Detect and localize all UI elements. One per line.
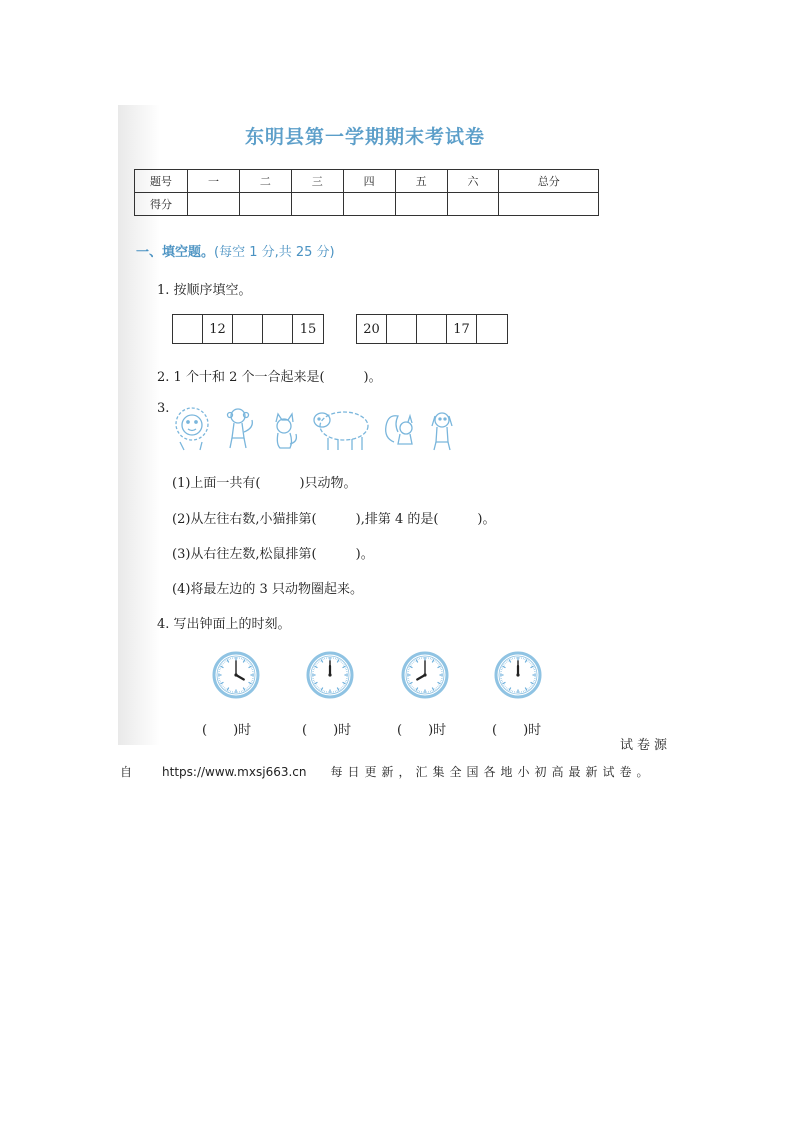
sequence-boxes-a (172, 314, 324, 344)
score-cell[interactable] (188, 193, 240, 216)
section-heading (136, 241, 335, 260)
question-3-part-3: (3)从右往左数,松鼠排第( )。 (172, 547, 374, 562)
cat-icon (276, 414, 296, 448)
score-table (134, 169, 599, 216)
section-heading-note: (每空 1 分,共 25 分) (214, 245, 335, 260)
question-2: 2. 1 个十和 2 个一合起来是( )。 (157, 370, 382, 385)
footer-slogan: 每日更新，汇集全国各地小初高最新试卷。 (330, 765, 654, 779)
sequence-cell[interactable] (417, 315, 447, 343)
sequence-cell[interactable]: 17 (447, 315, 477, 343)
sequence-cell[interactable]: 12 (203, 315, 233, 343)
question-3-part-4: (4)将最左边的 3 只动物圈起来。 (172, 582, 363, 597)
sequence-cell[interactable] (263, 315, 293, 343)
score-table-header-row (135, 170, 599, 193)
monkey-icon (228, 409, 253, 448)
score-cell[interactable] (291, 193, 343, 216)
sequence-cell[interactable] (233, 315, 263, 343)
footer-url-link[interactable]: https://www.mxsj663.cn (162, 765, 307, 779)
clock-answer-blank[interactable]: ( )时 (492, 723, 542, 738)
question-3-part-2: (2)从左往右数,小猫排第( ),排第 4 的是( )。 (172, 512, 496, 527)
dog-icon (432, 413, 452, 450)
clock-answer-blank[interactable]: ( )时 (202, 723, 252, 738)
animals-illustration (172, 398, 472, 456)
clock-center (328, 673, 331, 676)
score-cell[interactable] (499, 193, 599, 216)
clock-center (516, 673, 519, 676)
score-header-cell: 五 (395, 170, 447, 193)
score-cell[interactable] (239, 193, 291, 216)
clock-icon (401, 651, 449, 699)
clock-answer-blank[interactable]: ( )时 (302, 723, 352, 738)
score-header-cell: 题号 (135, 170, 188, 193)
score-table-score-row (135, 193, 599, 216)
section-heading-label: 一、填空题。 (136, 245, 215, 260)
clock-icon (306, 651, 354, 699)
score-cell[interactable] (447, 193, 499, 216)
score-header-cell: 四 (343, 170, 395, 193)
score-header-cell: 三 (291, 170, 343, 193)
sheep-icon (314, 412, 368, 450)
question-3-number: 3. (157, 401, 170, 416)
sequence-cell[interactable]: 15 (299, 321, 317, 337)
score-header-cell: 六 (447, 170, 499, 193)
question-1: 1. 按顺序填空。 (157, 283, 252, 298)
exam-title: 东明县第一学期期末考试卷 (244, 126, 485, 148)
sequence-cell[interactable] (387, 315, 417, 343)
clock-center (234, 673, 237, 676)
lion-icon (176, 408, 208, 450)
sequence-cell[interactable] (477, 315, 507, 343)
question-3-part-1: (1)上面一共有( )只动物。 (172, 476, 357, 491)
clock-answer-blank[interactable]: ( )时 (397, 723, 447, 738)
clock-icon (212, 651, 260, 699)
score-cell[interactable] (395, 193, 447, 216)
score-header-cell: 总分 (499, 170, 599, 193)
clock-center (423, 673, 426, 676)
sequence-cell[interactable]: 20 (357, 315, 387, 343)
question-4: 4. 写出钟面上的时刻。 (157, 617, 291, 632)
score-header-cell: 一 (188, 170, 240, 193)
score-header-cell: 二 (239, 170, 291, 193)
squirrel-icon (386, 416, 412, 444)
clock-icon (494, 651, 542, 699)
footer-line (120, 763, 654, 780)
footer-prefix: 自 (120, 765, 133, 779)
footer-source-label: 试卷源 (620, 738, 672, 753)
sequence-cell[interactable] (173, 315, 203, 343)
sequence-boxes-b (356, 314, 508, 344)
score-row-label: 得分 (135, 193, 188, 216)
score-cell[interactable] (343, 193, 395, 216)
